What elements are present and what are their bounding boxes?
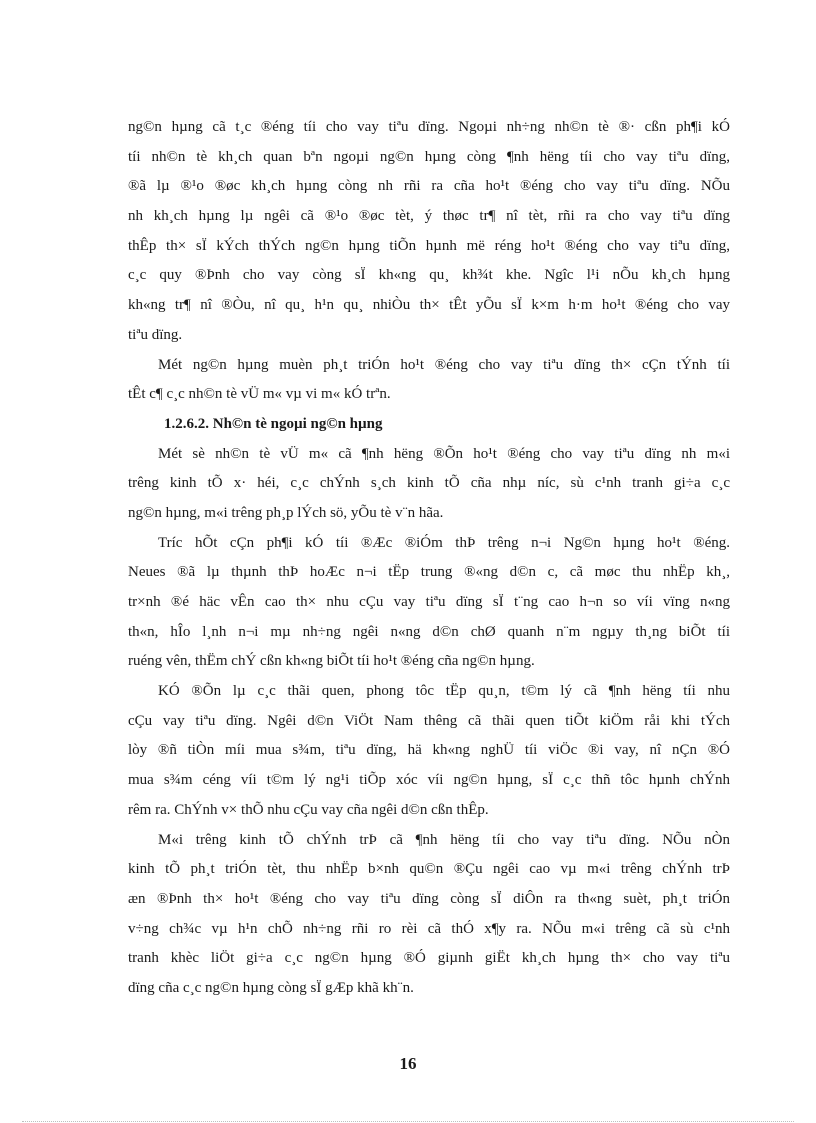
text-line: Neues ®ã lµ thµnh thÞ hoÆc n¬i tËp trung ®«ng d©n c, cã møc thu nhËp kh¸,: [128, 564, 730, 581]
text-line: c¸c quy ®Þnh cho vay còng sÏ kh«ng qu¸ kh¾t khe. Ngîc l¹i nÕu kh¸ch hµng: [128, 267, 730, 284]
text-line: tiªu dïng.: [128, 326, 183, 343]
page-bottom-divider: [22, 1121, 794, 1122]
text-line: æn ®Þnh th× ho¹t ®éng cho vay tiªu dïng còng sÏ diÔn ra th«ng suèt, ph¸t triÓn: [128, 890, 730, 907]
text-line: tíi nh©n tè kh¸ch quan bªn ngoµi ng©n hµng còng ¶nh hëng tíi cho vay tiªu dïng,: [128, 148, 730, 165]
text-line: th«n, hÎo l¸nh n¬i mµ nh÷ng ngêi n«ng d©n chØ quanh n¨m ngµy th¸ng biÕt tíi: [128, 623, 730, 640]
text-line: lòy ®ñ tiÒn míi mua s¾m, tiªu dïng, hä kh«ng nghÜ tíi viÖc ®i vay, nî nÇn ®Ó: [128, 742, 730, 759]
text-line: trêng kinh tÕ x· héi, c¸c chÝnh s¸ch kinh tÕ cña nhµ níc, sù c¹nh tranh gi÷a c¸c: [128, 475, 730, 492]
text-line: kh«ng tr¶ nî ®Òu, nî qu¸ h¹n qu¸ nhiÒu th× tÊt yÕu sÏ k×m h·m ho¹t ®éng cho vay: [128, 297, 730, 314]
text-line: tÊt c¶ c¸c nh©n tè vÜ m« vµ vi m« kÓ trªn.: [128, 386, 391, 403]
text-line: Mét ng©n hµng muèn ph¸t triÓn ho¹t ®éng cho vay tiªu dïng th× cÇn tÝnh tíi: [158, 356, 730, 373]
text-line: rêm ra. ChÝnh v× thÕ nhu cÇu vay cña ngêi d©n cßn thÊp.: [128, 801, 489, 818]
text-line: kinh tÕ ph¸t triÓn tèt, thu nhËp b×nh qu©n ®Çu ngêi cao vµ m«i trêng chÝnh trÞ: [128, 861, 730, 878]
body-text: [128, 113, 730, 1004]
text-line: M«i trêng kinh tÕ chÝnh trÞ cã ¶nh hëng tíi cho vay tiªu dïng. NÕu nÒn: [158, 831, 730, 848]
text-line: ruéng vên, thËm chÝ cßn kh«ng biÕt tíi ho¹t ®éng cña ng©n hµng.: [128, 653, 535, 670]
text-line: nh kh¸ch hµng lµ ngêi cã ®¹o ®øc tèt, ý thøc tr¶ nî tèt, rñi ra cho vay tiªu dïng: [128, 208, 730, 225]
text-line: ng©n hµng cã t¸c ®éng tíi cho vay tiªu dïng. Ngoµi nh÷ng nh©n tè ®· cßn ph¶i kÓ: [128, 119, 730, 135]
text-line: mua s¾m céng víi t©m lý ng¹i tiÕp xóc víi ng©n hµng, sÏ c¸c thñ tôc hµnh chÝnh: [128, 772, 730, 789]
text-line: Tríc hÕt cÇn ph¶i kÓ tíi ®Æc ®iÓm thÞ trêng n¬i Ng©n hµng ho¹t ®éng.: [158, 534, 730, 551]
text-line: v÷ng ch¾c vµ h¹n chÕ nh÷ng rñi ro rèi cã thÓ x¶y ra. NÕu m«i trêng cã sù c¹nh: [128, 920, 730, 937]
text-line: dïng cña c¸c ng©n hµng còng sÏ gÆp khã kh¨n.: [128, 979, 414, 996]
text-line: tranh khèc liÖt gi÷a c¸c ng©n hµng ®Ó giµnh giËt kh¸ch hµng th× cho vay tiªu: [128, 950, 730, 967]
text-line: Mét sè nh©n tè vÜ m« cã ¶nh hëng ®Õn ho¹t ®éng cho vay tiªu dïng nh m«i: [158, 445, 730, 462]
text-line: thÊp th× sÏ kÝch thÝch ng©n hµng tiÕn hµnh më réng ho¹t ®éng cho vay tiªu dïng,: [128, 237, 730, 254]
text-line: tr×nh ®é häc vÊn cao th× nhu cÇu vay tiªu dïng sÏ t¨ng cao h¬n so víi vïng n«ng: [128, 594, 730, 610]
section-heading: 1.2.6.2. Nh©n tè ngoµi ng©n hµng: [164, 415, 383, 432]
page-number: 16: [399, 1054, 417, 1073]
text-line: ®ã lµ ®¹o ®øc kh¸ch hµng còng nh rñi ra cña ho¹t ®éng cho vay tiªu dïng. NÕu: [128, 178, 730, 195]
text-line: KÓ ®Õn lµ c¸c thãi quen, phong tôc tËp qu¸n, t©m lý cã ¶nh hëng tíi nhu: [158, 683, 730, 700]
text-line: cÇu vay tiªu dïng. Ngêi d©n ViÖt Nam thêng cã thãi quen tiÕt kiÖm råi khi tÝch: [128, 712, 730, 729]
text-line: ng©n hµng, m«i trêng ph¸p lÝch sö, yÕu tè v¨n hãa.: [128, 504, 444, 521]
